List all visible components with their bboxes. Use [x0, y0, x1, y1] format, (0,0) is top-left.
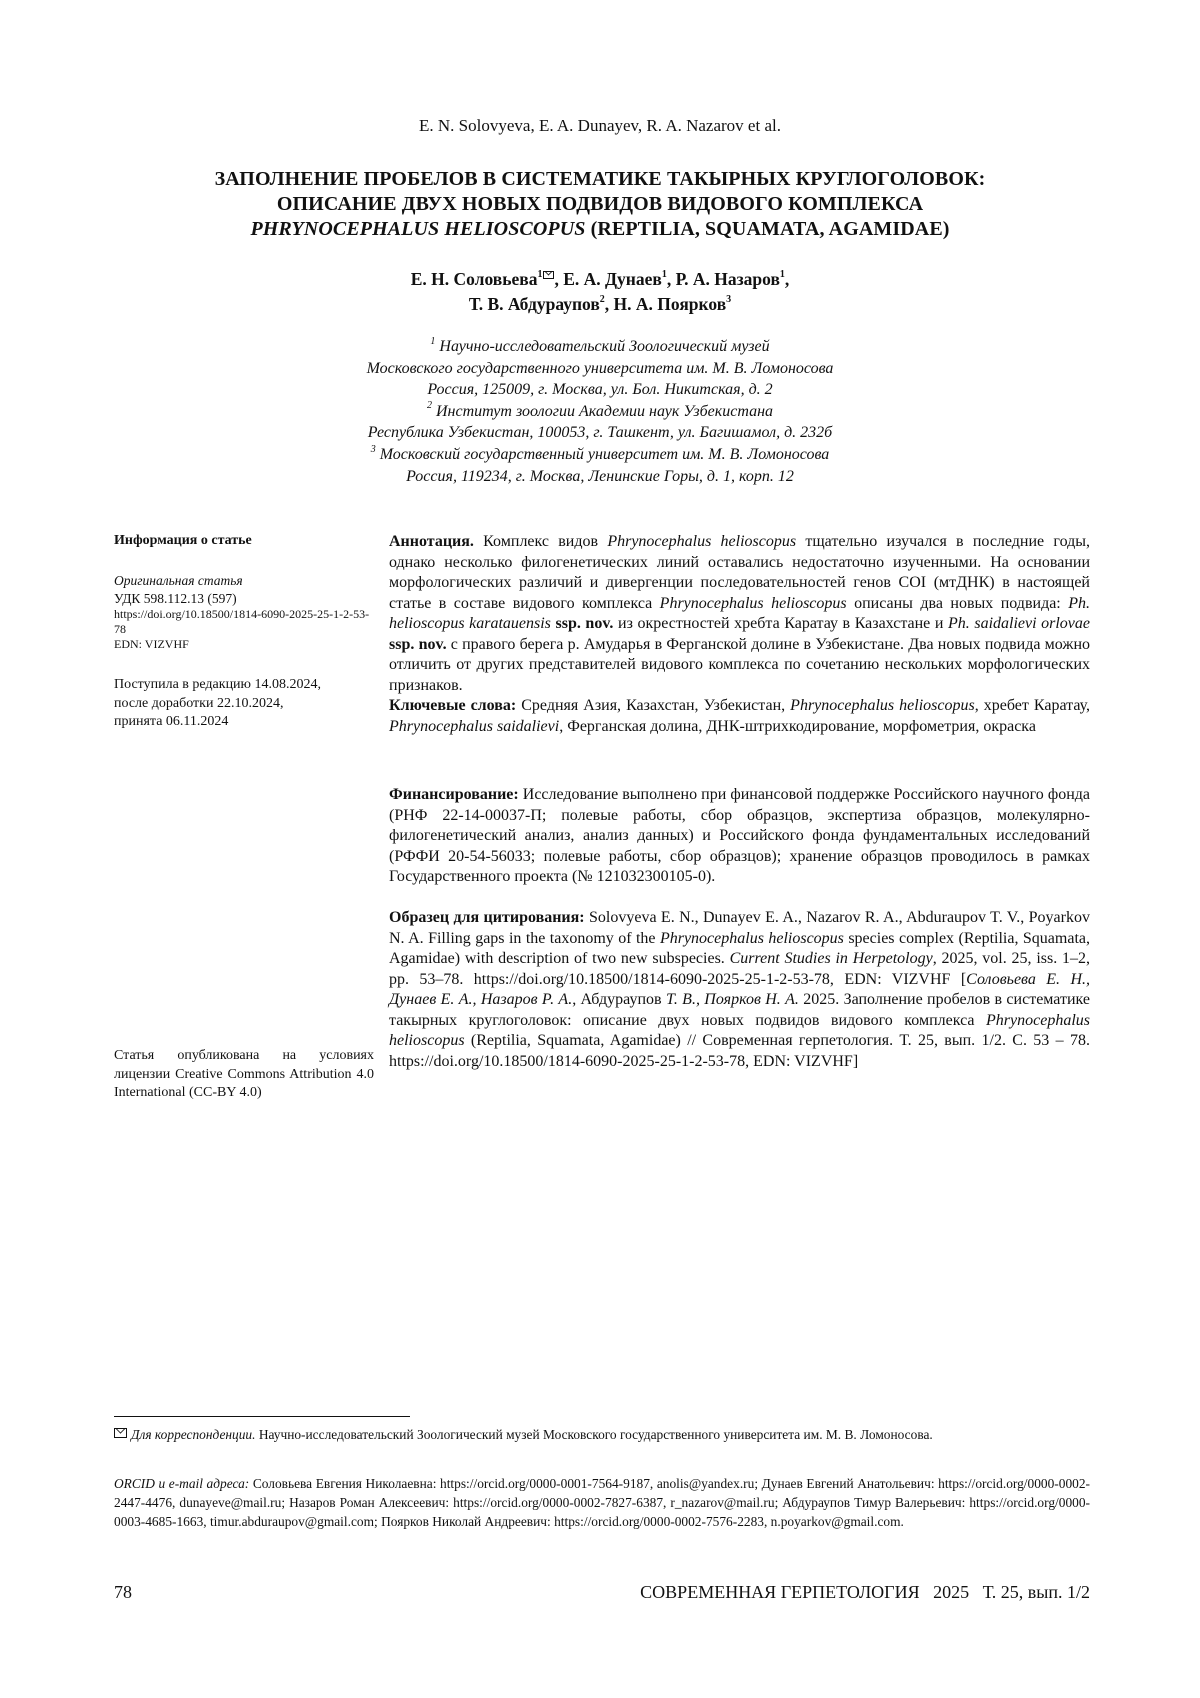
ssp-nov: ssp. nov. — [550, 615, 614, 632]
title-line-1: ЗАПОЛНЕНИЕ ПРОБЕЛОВ В СИСТЕМАТИКЕ ТАКЫРНЫХ КРУГЛОГОЛОВОК: — [214, 168, 986, 190]
article-info-heading: Информация о статье — [114, 533, 252, 548]
affiliation-text: Институт зоологии Академии наук Узбекистана — [431, 402, 773, 420]
affiliation-line — [0, 444, 1200, 466]
citation-text: 2025. Заполнение пробелов в систематике такырных круглоголовок: описание двух новых подвидов видового комплекса — [389, 991, 1091, 1029]
date-received: Поступила в редакцию 14.08.2024, — [114, 677, 322, 692]
author-line-2 — [0, 292, 1200, 317]
edn-code: EDN: VIZVHF — [114, 637, 189, 651]
page-number: 78 — [114, 1582, 132, 1602]
citation-label: Образец для цитирования: — [389, 909, 585, 926]
funding-section — [389, 785, 1090, 888]
article-dates — [114, 676, 374, 732]
abstract-paragraph — [389, 532, 1090, 696]
author-name: , Е. А. Дунаев — [554, 269, 662, 289]
footnote-text: Соловьева Евгения Николаевна: https://orcid.org/0000-0001-7564-9187, anolis@yandex.ru; Дунаев Евгений Анатольевич: https://orcid.org/0000-0002-2447-4476, dunayeve@mail.ru; Назаров Роман Алексеевич: https://orcid.org/0000-0002-7827-6387, r_nazarov@mail.ru; Абдураупов Тимур Валерьевич: https://orcid.org/0000-0003-4685-1663, timur.abduraupov@gmail.com; Поярков Николай Андреевич: https://orcid.org/0000-0002-7576-2283, n.poyarkov@gmail.com. — [114, 1476, 1091, 1529]
citation-text: , 2025, vol. 25, iss. 1–2, pp. 53–78. https://doi.org/10.18500/1814-6090-2025-25-1-2-53-78, EDN: VIZVHF [ — [389, 950, 1091, 988]
citation-section — [389, 908, 1090, 1072]
article-meta — [114, 572, 374, 652]
abstract-section — [389, 532, 1090, 737]
footnote-label: ORCID и e-mail адреса: — [114, 1476, 250, 1491]
author-affil-number: 1 — [661, 269, 667, 281]
footnote-rule — [114, 1416, 410, 1417]
citation-authors: Соловьева Е. Н., Дунаев Е. А., Назаров Р. А. — [389, 970, 1091, 1008]
date-accepted: принята 06.11.2024 — [114, 714, 229, 729]
abstract-text: из окрестностей хребта Каратау в Казахстане и — [613, 615, 948, 632]
abstract-text: описаны два новых подвида: — [846, 594, 1069, 612]
envelope-icon — [543, 271, 554, 279]
author-separator: , — [784, 269, 790, 289]
journal-footer: СОВРЕМЕННАЯ ГЕРПЕТОЛОГИЯ 2025 Т. 25, вып. 1/2 — [640, 1582, 1090, 1602]
citation-text: (Reptilia, Squamata, Agamidae) // Современная герпетология. Т. 25, вып. 1/2. С. 53 – 78. https://doi.org/10.18500/1814-6090-2025-25-1-2-53-78, EDN: VIZVHF] — [389, 1032, 1090, 1070]
author-affil-number: 1 — [537, 269, 543, 281]
author-list — [0, 267, 1200, 317]
affiliation-line: Россия, 125009, г. Москва, ул. Бол. Никитская, д. 2 — [427, 381, 773, 399]
species-name: Phrynocephalus helioscopus — [790, 697, 975, 714]
orcid-footnote — [114, 1474, 1090, 1531]
species-name: Phrynocephalus helioscopus — [659, 929, 844, 947]
affiliation-line — [0, 401, 1200, 423]
license-note: Статья опубликована на условиях лицензии Creative Commons Attribution 4.0 International (CC-BY 4.0) — [114, 1048, 374, 1100]
author-name: , Н. А. Поярков — [604, 294, 727, 314]
affiliation-line: Республика Узбекистан, 100053, г. Ташкент, ул. Багишамол, д. 232б — [367, 424, 833, 442]
author-affil-number: 3 — [726, 294, 732, 306]
affiliation-number: 1 — [430, 335, 436, 347]
author-line-1 — [0, 267, 1200, 292]
date-revised: после доработки 22.10.2024, — [114, 695, 284, 711]
correspondence-footnote — [114, 1425, 1090, 1444]
abstract-label: Аннотация. — [389, 533, 474, 550]
author-name: , Р. А. Назаров — [666, 269, 780, 289]
running-header: E. N. Solovyeva, E. A. Dunayev, R. A. Nazarov et al. — [419, 116, 781, 135]
affiliation-text: Московский государственный университет им. М. В. Ломоносова — [375, 445, 830, 463]
udk-code: УДК 598.112.13 (597) — [114, 590, 237, 606]
citation-text: Solovyeva E. N., Dunayev E. A., Nazarov R. A., Abduraupov T. V., Poyarkov N. A. Filling gaps in the taxonomy of the — [389, 909, 1090, 947]
keywords-label: Ключевые слова: — [389, 697, 517, 714]
affiliation-text: Научно-исследовательский Зоологический музей — [435, 338, 770, 355]
ssp-nov: ssp. nov. — [389, 635, 447, 653]
citation-authors: Т. В., Поярков Н. А. — [665, 991, 799, 1008]
species-name: Phrynocephalus helioscopus — [659, 594, 847, 612]
species-name: Ph. saidalievi orlovae — [947, 615, 1090, 632]
author-name: Т. В. Абдураупов — [468, 294, 600, 314]
envelope-icon — [114, 1428, 127, 1438]
title-line-3 — [0, 217, 1200, 242]
citation-text: , Абдураупов — [572, 991, 666, 1008]
article-title — [0, 167, 1200, 242]
title-species: PHRYNOCEPHALUS HELIOSCOPUS — [250, 218, 586, 240]
affiliations — [0, 336, 1200, 487]
keywords-text: , хребет Каратау, — [974, 697, 1091, 714]
footnote-text: Научно-исследовательский Зоологический музей Московского государственного университета им. М. В. Ломоносова. — [255, 1427, 933, 1442]
abstract-text: с правого берега р. Амударья в Ферганской долине в Узбекистане. Два новых подвида можно отличить от других представителей видового комплекса по сочетанию нескольких морфологических признаков. — [389, 635, 1091, 694]
title-line-2: ОПИСАНИЕ ДВУХ НОВЫХ ПОДВИДОВ ВИДОВОГО КОМПЛЕКСА — [276, 193, 924, 215]
title-taxonomy: (REPTILIA, SQUAMATA, AGAMIDAE) — [585, 218, 950, 240]
author-name: Е. Н. Соловьева — [410, 269, 538, 289]
affiliation-line: Россия, 119234, г. Москва, Ленинские Горы, д. 1, корп. 12 — [406, 467, 794, 485]
author-affil-number: 2 — [599, 294, 605, 306]
keywords-paragraph — [389, 696, 1090, 737]
species-name: Phrynocephalus helioscopus — [607, 533, 797, 550]
species-name: Phrynocephalus saidalievi — [389, 717, 560, 735]
affiliation-line: Московского государственного университета им. М. В. Ломоносова — [366, 359, 834, 377]
citation-text: species complex (Reptilia, Squamata, Agamidae) with description of two new subspecies. — [389, 929, 1090, 967]
affiliation-number: 3 — [370, 443, 376, 455]
species-name: Ph. helioscopus karatauensis — [389, 594, 1090, 632]
journal-name: Current Studies in Herpetology — [729, 950, 933, 967]
keywords-text: , Ферганская долина, ДНК-штрихкодирование, морфометрия, окраска — [559, 717, 1036, 735]
footnote-label: Для корреспонденции. — [131, 1427, 256, 1442]
funding-text: Исследование выполнено при финансовой поддержке Российского научного фонда (РНФ 22-14-00037-П; полевые работы, сбор образцов, экспертиза образцов, молекулярно-филогенетический анализ, анализ данных) и Российского фонда фундаментальных исследований (РФФИ 20-54-56033; полевые работы, сбор образцов); хранение образцов проводилось в рамках Государственного проекта (№ 121032300105-0). — [389, 786, 1090, 885]
article-type-text: Оригинальная статья — [114, 573, 243, 588]
doi-link[interactable]: https://doi.org/10.18500/1814-6090-2025-25-1-2-53-78 — [114, 607, 370, 636]
abstract-text: тщательно изучался в последние годы, однако несколько филогенетических линий оставались недостаточно изученными. На основании морфологических различий и дивергенции последовательностей генов COI (мтДНК) в настоящей статье в составе видового комплекса — [389, 533, 1090, 612]
abstract-text: Комплекс видов — [473, 533, 608, 550]
species-name: Phrynocephalus helioscopus — [389, 1011, 1090, 1049]
keywords-text: Средняя Азия, Казахстан, Узбекистан, — [516, 697, 791, 714]
affiliation-number: 2 — [426, 400, 432, 412]
affiliation-line — [0, 336, 1200, 358]
funding-label: Финансирование: — [389, 786, 519, 803]
author-affil-number: 1 — [779, 269, 785, 281]
article-type — [114, 572, 374, 590]
